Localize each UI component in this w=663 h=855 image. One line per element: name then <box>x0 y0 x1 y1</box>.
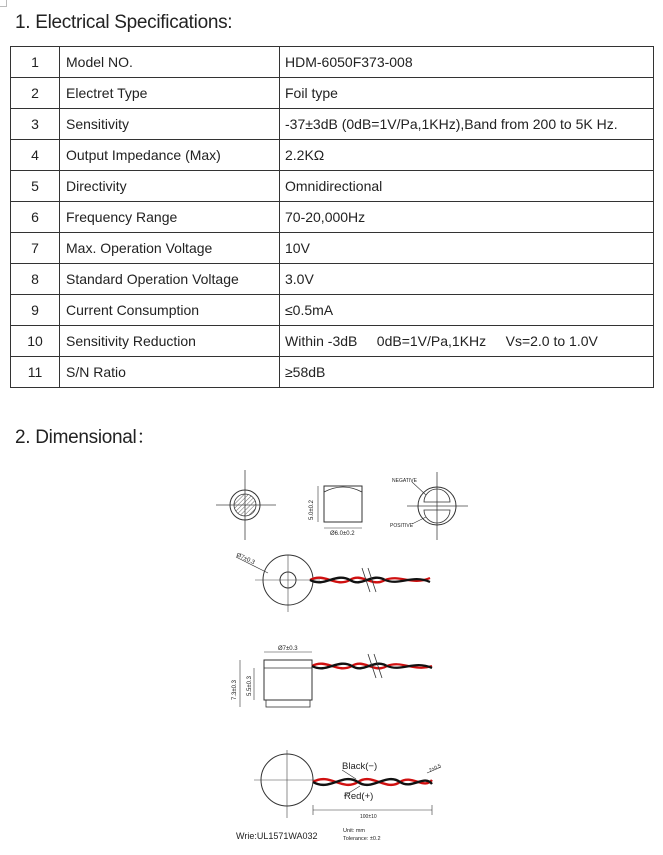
total-height-label: 7.3±0.3 <box>232 680 238 700</box>
parameter-name: S/N Ratio <box>60 357 280 388</box>
parameter-name: Max. Operation Voltage <box>60 233 280 264</box>
row-number: 2 <box>11 78 60 109</box>
parameter-value: ≥58dB <box>280 357 654 388</box>
section-title-dimensional: 2. Dimensional： <box>15 427 156 448</box>
positive-label: POSITIVE <box>390 523 414 529</box>
side-profile-wired <box>232 646 432 707</box>
tolerance-note: Tolerance: ±0.2 <box>343 836 381 842</box>
negative-label: NEGATIVE <box>392 478 417 484</box>
row-number: 7 <box>11 233 60 264</box>
parameter-value: 3.0V <box>280 264 654 295</box>
parameter-value: ≤0.5mA <box>280 295 654 326</box>
parameter-name: Directivity <box>60 171 280 202</box>
parameter-name: Frequency Range <box>60 202 280 233</box>
parameter-value: -37±3dB (0dB=1V/Pa,1KHz),Band from 200 to 5K Hz. <box>280 109 654 140</box>
parameter-value: 70-20,000Hz <box>280 202 654 233</box>
row-number: 11 <box>11 357 60 388</box>
lead-length-label: 100±10 <box>360 814 377 820</box>
parameter-value: Foil type <box>280 78 654 109</box>
dim-height-label: 5.0±0.2 <box>309 500 315 520</box>
row-number: 8 <box>11 264 60 295</box>
dim-diameter-label: Ø6.0±0.2 <box>330 531 355 537</box>
parameter-name: Model NO. <box>60 47 280 78</box>
parameter-name: Electret Type <box>60 78 280 109</box>
parameter-name: Current Consumption <box>60 295 280 326</box>
side-view <box>309 486 362 537</box>
row-number: 9 <box>11 295 60 326</box>
body-height-label: 5.5±0.3 <box>247 676 253 696</box>
parameter-value: Within -3dB 0dB=1V/Pa,1KHz Vs=2.0 to 1.0V <box>280 326 654 357</box>
parameter-value: HDM-6050F373-008 <box>280 47 654 78</box>
bottom-view <box>390 472 468 540</box>
parameter-name: Sensitivity Reduction <box>60 326 280 357</box>
wire-spec-label: Wrie:UL1571WA032 <box>236 831 318 841</box>
parameter-name: Output Impedance (Max) <box>60 140 280 171</box>
units-note: Unit: mm <box>343 828 365 834</box>
row-number: 1 <box>11 47 60 78</box>
black-wire-label: Black(−) <box>342 761 378 772</box>
lead-diameter-label: Ø7±0.3 <box>235 552 256 567</box>
top-diameter-label: Ø7±0.3 <box>278 646 298 652</box>
row-number: 6 <box>11 202 60 233</box>
red-wire-label: Red(+) <box>344 791 374 802</box>
row-number: 3 <box>11 109 60 140</box>
row-number: 5 <box>11 171 60 202</box>
parameter-name: Standard Operation Voltage <box>60 264 280 295</box>
front-view-wired <box>235 552 430 612</box>
parameter-value: 2.2KΩ <box>280 140 654 171</box>
parameter-value: Omnidirectional <box>280 171 654 202</box>
parameter-value: 10V <box>280 233 654 264</box>
strip-length-label: 2±0.5 <box>428 763 443 774</box>
section-title-electrical: 1. Electrical Specifications: <box>15 12 233 33</box>
row-number: 4 <box>11 140 60 171</box>
top-view <box>216 470 276 540</box>
row-number: 10 <box>11 326 60 357</box>
assembly-view <box>236 750 442 842</box>
parameter-name: Sensitivity <box>60 109 280 140</box>
